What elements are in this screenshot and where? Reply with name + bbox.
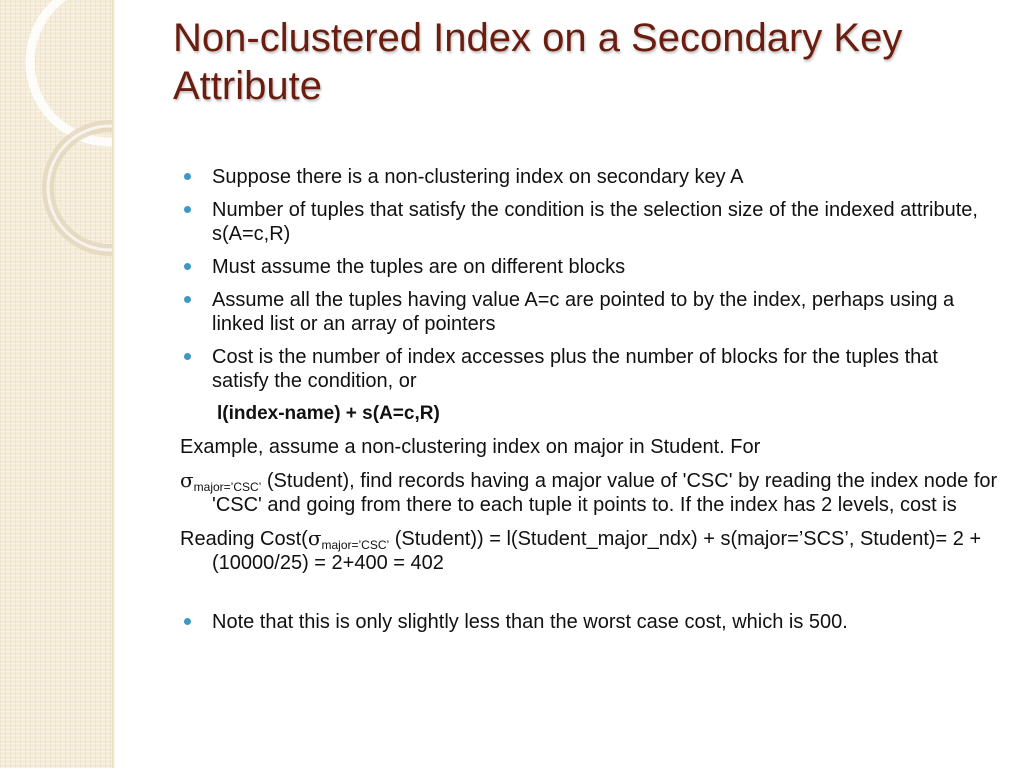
decorative-side-strip [0,0,112,768]
bullet-item [180,165,1000,189]
bullet-text: Number of tuples that satisfy the condition is the selection size of the indexed attribute, s(A=c,R) [212,199,978,245]
bullet-dot-icon [184,353,191,360]
bullet-text: Note that this is only slightly less than the worst case cost, which is 500. [212,611,848,633]
slide-body [180,165,1000,643]
bullet-dot-icon [184,173,191,180]
decorative-rings [0,0,112,768]
sigma-symbol: σ [307,526,322,550]
bullet-text: Suppose there is a non-clustering index on secondary key A [212,166,744,188]
bullet-text: Must assume the tuples are on different blocks [212,256,626,278]
bullet-dot-icon [184,296,191,303]
sigma-symbol: σ [180,468,194,492]
cost-formula: l(index-name) + s(A=c,R) [217,403,440,424]
reading-cost-paragraph [180,526,1000,575]
bullet-item [180,198,1000,246]
reading-cost-text: (Student)) = l(Student_major_ndx) + s(major=’SCS’, Student)= 2 + (10000/25) = 2+400 = 402 [212,528,982,574]
bullet-item [180,255,1000,279]
bullet-dot-icon [184,618,191,625]
selection-paragraph [180,468,1000,517]
selection-subscript: major=’CSC’ [193,480,262,494]
bullet-dot-icon [184,206,191,213]
ring-top [30,0,112,142]
spacer [180,584,1000,610]
bullet-dot-icon [184,263,191,270]
bullet-text: Cost is the number of index accesses plus the number of blocks for the tuples that satisfy the condition, or [212,346,938,392]
bullet-item [180,288,1000,336]
slide-title: Non-clustered Index on a Secondary Key Attribute [173,16,903,108]
example-line: Example, assume a non-clustering index on major in Student. For [180,436,761,458]
reading-cost-prefix: Reading Cost( [180,528,308,550]
bullet-item-final [180,610,1000,634]
strip-edge [112,0,115,768]
selection-text: (Student), find records having a major value of 'CSC' by reading the index node for 'CSC' and going from there to each tuple it points to. If the index has 2 levels, cost is [212,470,998,516]
bullet-item [180,345,1000,393]
selection-subscript: major=’CSC’ [321,538,390,552]
bullet-text: Assume all the tuples having value A=c are pointed to by the index, perhaps using a linked list or an array of pointers [212,289,955,335]
